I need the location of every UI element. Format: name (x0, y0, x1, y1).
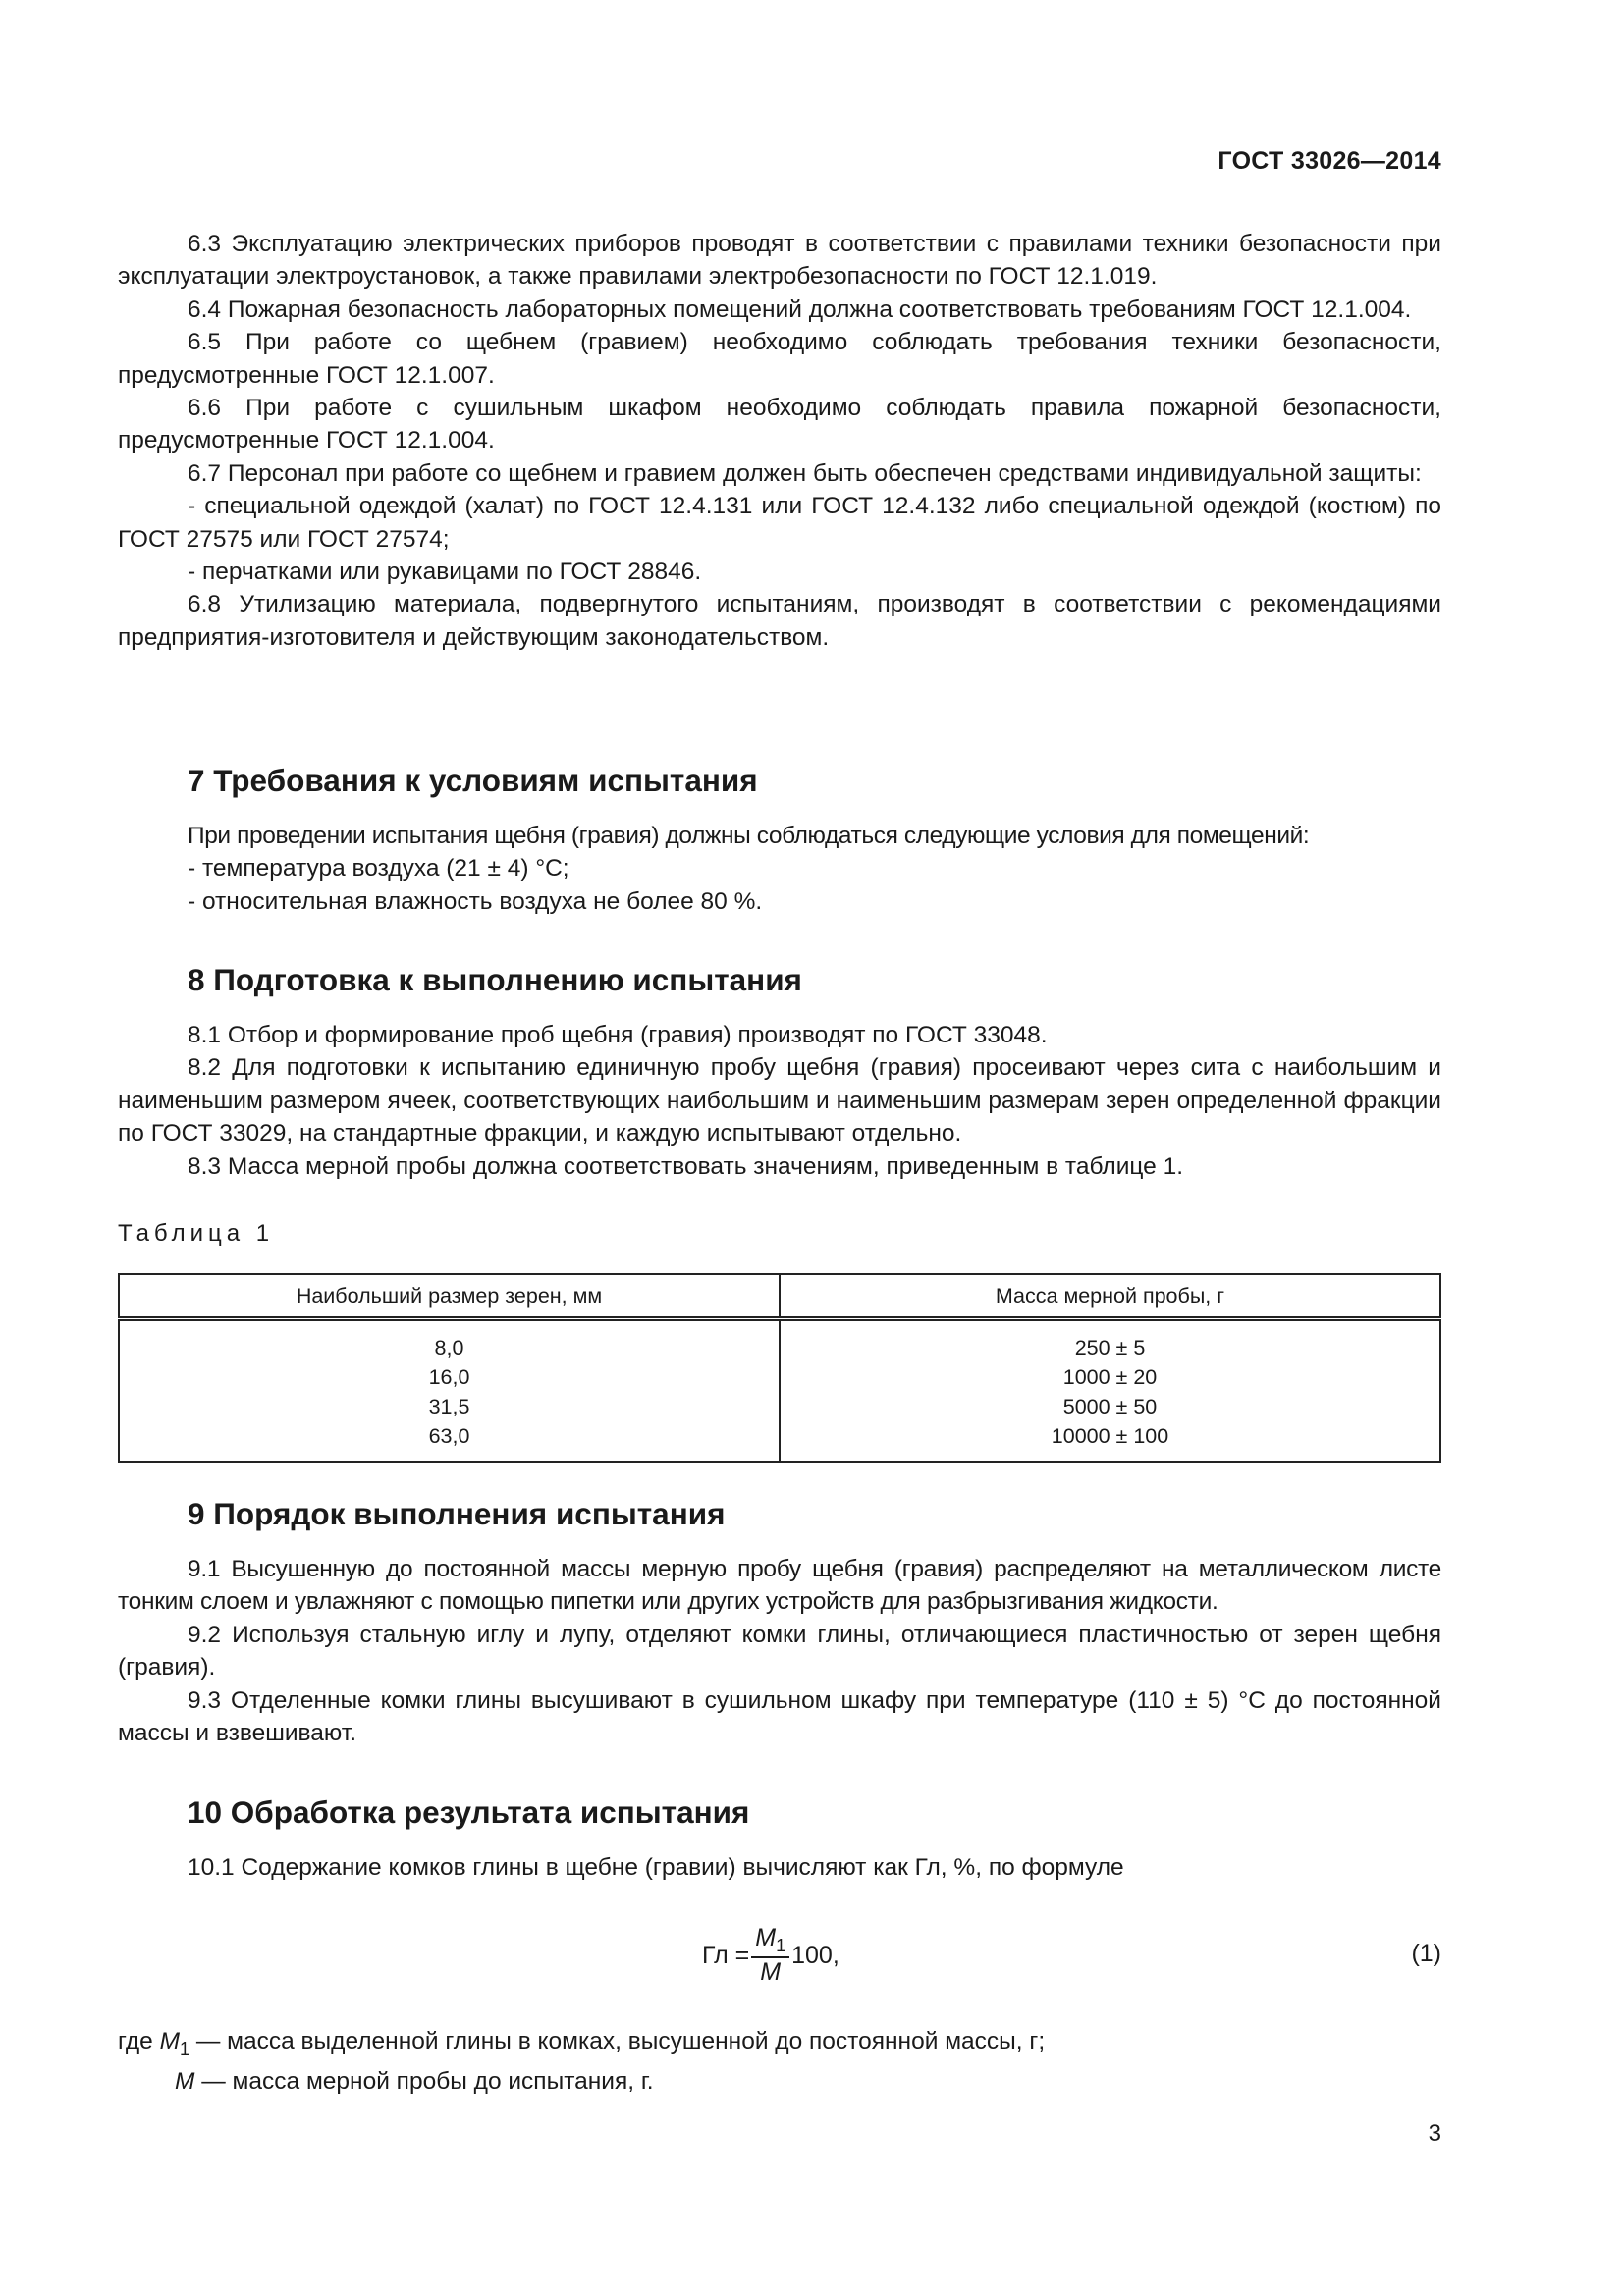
paragraph-9-1: 9.1 Высушенную до постоянной массы мерную пробу щебня (гравия) распределяют на металлическом листе тонким слоем и увлажняют с помощью пипетки или других устройств для разбрызгивания жидкости. (118, 1556, 1441, 1616)
section-9-heading: 9 Порядок выполнения испытания (188, 1496, 726, 1531)
paragraph-8-1: 8.1 Отбор и формирование проб щебня (гравия) производят по ГОСТ 33048. (188, 1022, 1048, 1048)
grain-size-value: 16,0 (428, 1365, 470, 1389)
formula-rhs: 100, (791, 1941, 839, 1969)
document-code-header: ГОСТ 33026—2014 (1218, 147, 1441, 175)
table-cell-sample-masses (780, 1319, 1440, 1463)
section-7-item-temperature: - температура воздуха (21 ± 4) °С; (188, 855, 569, 882)
section-6-block (118, 228, 1441, 654)
section-9-block (118, 1494, 1441, 1749)
section-7-item-humidity: - относительная влажность воздуха не более 80 %. (188, 887, 763, 915)
table-header-grain-size: Наибольший размер зерен, мм (119, 1274, 780, 1319)
paragraph-10-1: 10.1 Содержание комков глины в щебне (гравии) вычисляют как Гл, %, по формуле (188, 1854, 1124, 1881)
grain-size-value: 63,0 (428, 1424, 470, 1448)
paragraph-6-7: 6.7 Персонал при работе со щебнем и гравием должен быть обеспечен средствами индивидуальной защиты: (188, 459, 1422, 487)
paragraph-6-3: 6.3 Эксплуатацию электрических приборов проводят в соответствии с правилами техники безопасности при эксплуатации электроустановок, а также правилами электробезопасности по ГОСТ 12.1.019. (118, 231, 1441, 291)
formula-fraction (751, 1924, 789, 1987)
table-1 (118, 1273, 1441, 1463)
section-7-intro: При проведении испытания щебня (гравия) должны соблюдаться следующие условия для помещений: (188, 823, 1310, 849)
page-number: 3 (1428, 2120, 1441, 2147)
paragraph-6-5: 6.5 При работе со щебнем (гравием) необходимо соблюдать требования техники безопасности, предусмотренные ГОСТ 12.1.007. (118, 329, 1441, 389)
paragraph-9-2: 9.2 Используя стальную иглу и лупу, отделяют комки глины, отличающиеся пластичностью от зерен щебня (гравия). (118, 1621, 1441, 1682)
legend-var-m1: $M_1$ (159, 2028, 190, 2058)
legend-line-m: M — масса мерной пробы до испытания, г. (175, 2068, 654, 2096)
section-8-heading: 8 Подготовка к выполнению испытания (188, 962, 802, 997)
paragraph-8-3: 8.3 Масса мерной пробы должна соответствовать значениям, приведенным в таблице 1. (188, 1152, 1184, 1180)
paragraph-6-7-item-a: - специальной одеждой (халат) по ГОСТ 12.4.131 или ГОСТ 12.4.132 либо специальной одеждой (костюм) по ГОСТ 27575 или ГОСТ 27574; (118, 493, 1441, 553)
formula-lhs: Гл = (702, 1941, 750, 1969)
formula-label: (1) (1411, 1940, 1441, 1967)
formula-1 (118, 1906, 1441, 2004)
sample-mass-value: 5000 ± 50 (1062, 1395, 1158, 1418)
section-10-heading: 10 Обработка результата испытания (188, 1794, 750, 1830)
formula-denominator: M (760, 1958, 782, 1986)
section-7-heading: 7 Требования к условиям испытания (188, 763, 758, 798)
paragraph-6-4: 6.4 Пожарная безопасность лабораторных помещений должна соответствовать требованиям ГОСТ 12.1.004. (188, 295, 1412, 323)
grain-size-value: 31,5 (428, 1395, 470, 1418)
section-7-block (118, 761, 1441, 918)
table-cell-grain-sizes (119, 1319, 780, 1463)
sample-mass-value: 10000 ± 100 (1051, 1424, 1169, 1448)
section-8-block (118, 960, 1441, 1183)
paragraph-6-8: 6.8 Утилизацию материала, подвергнутого испытаниям, производят в соответствии с рекомендациями предприятия-изготовителя и действующим законодательством. (118, 591, 1441, 651)
sample-mass-value: 1000 ± 20 (1062, 1365, 1158, 1389)
paragraph-6-6: 6.6 При работе с сушильным шкафом необходимо соблюдать правила пожарной безопасности, предусмотренные ГОСТ 12.1.004. (118, 395, 1441, 454)
section-10-block (118, 1792, 1441, 1884)
sample-mass-value: 250 ± 5 (1074, 1336, 1146, 1360)
table-header-sample-mass: Масса мерной пробы, г (780, 1274, 1440, 1319)
formula-legend (118, 2025, 1441, 2099)
paragraph-9-3: 9.3 Отделенные комки глины высушивают в сушильном шкафу при температуре (110 ± 5) °С до постоянной массы и взвешивают. (118, 1686, 1441, 1747)
paragraph-6-7-item-b: - перчатками или рукавицами по ГОСТ 28846. (188, 559, 702, 586)
grain-size-value: 8,0 (434, 1336, 464, 1360)
formula-expression (702, 1906, 839, 2004)
legend-var-m: M (175, 2068, 195, 2096)
legend-line-m1: где $M_1$ — масса выделенной глины в комках, высушенной до постоянной массы, г; (118, 2028, 1046, 2058)
paragraph-8-2: 8.2 Для подготовки к испытанию единичную пробу щебня (гравия) просеивают через сита с наибольшим и наименьшим размером ячеек, соответствующих наибольшим и наименьшим размерам зерен определенной фракции по ГОСТ 33029, на стандартные фракции, и каждую испытывают отдельно. (118, 1054, 1441, 1148)
formula-numerator: $M_1$ (751, 1924, 789, 1958)
table-1-caption: Таблица 1 (118, 1220, 275, 1247)
